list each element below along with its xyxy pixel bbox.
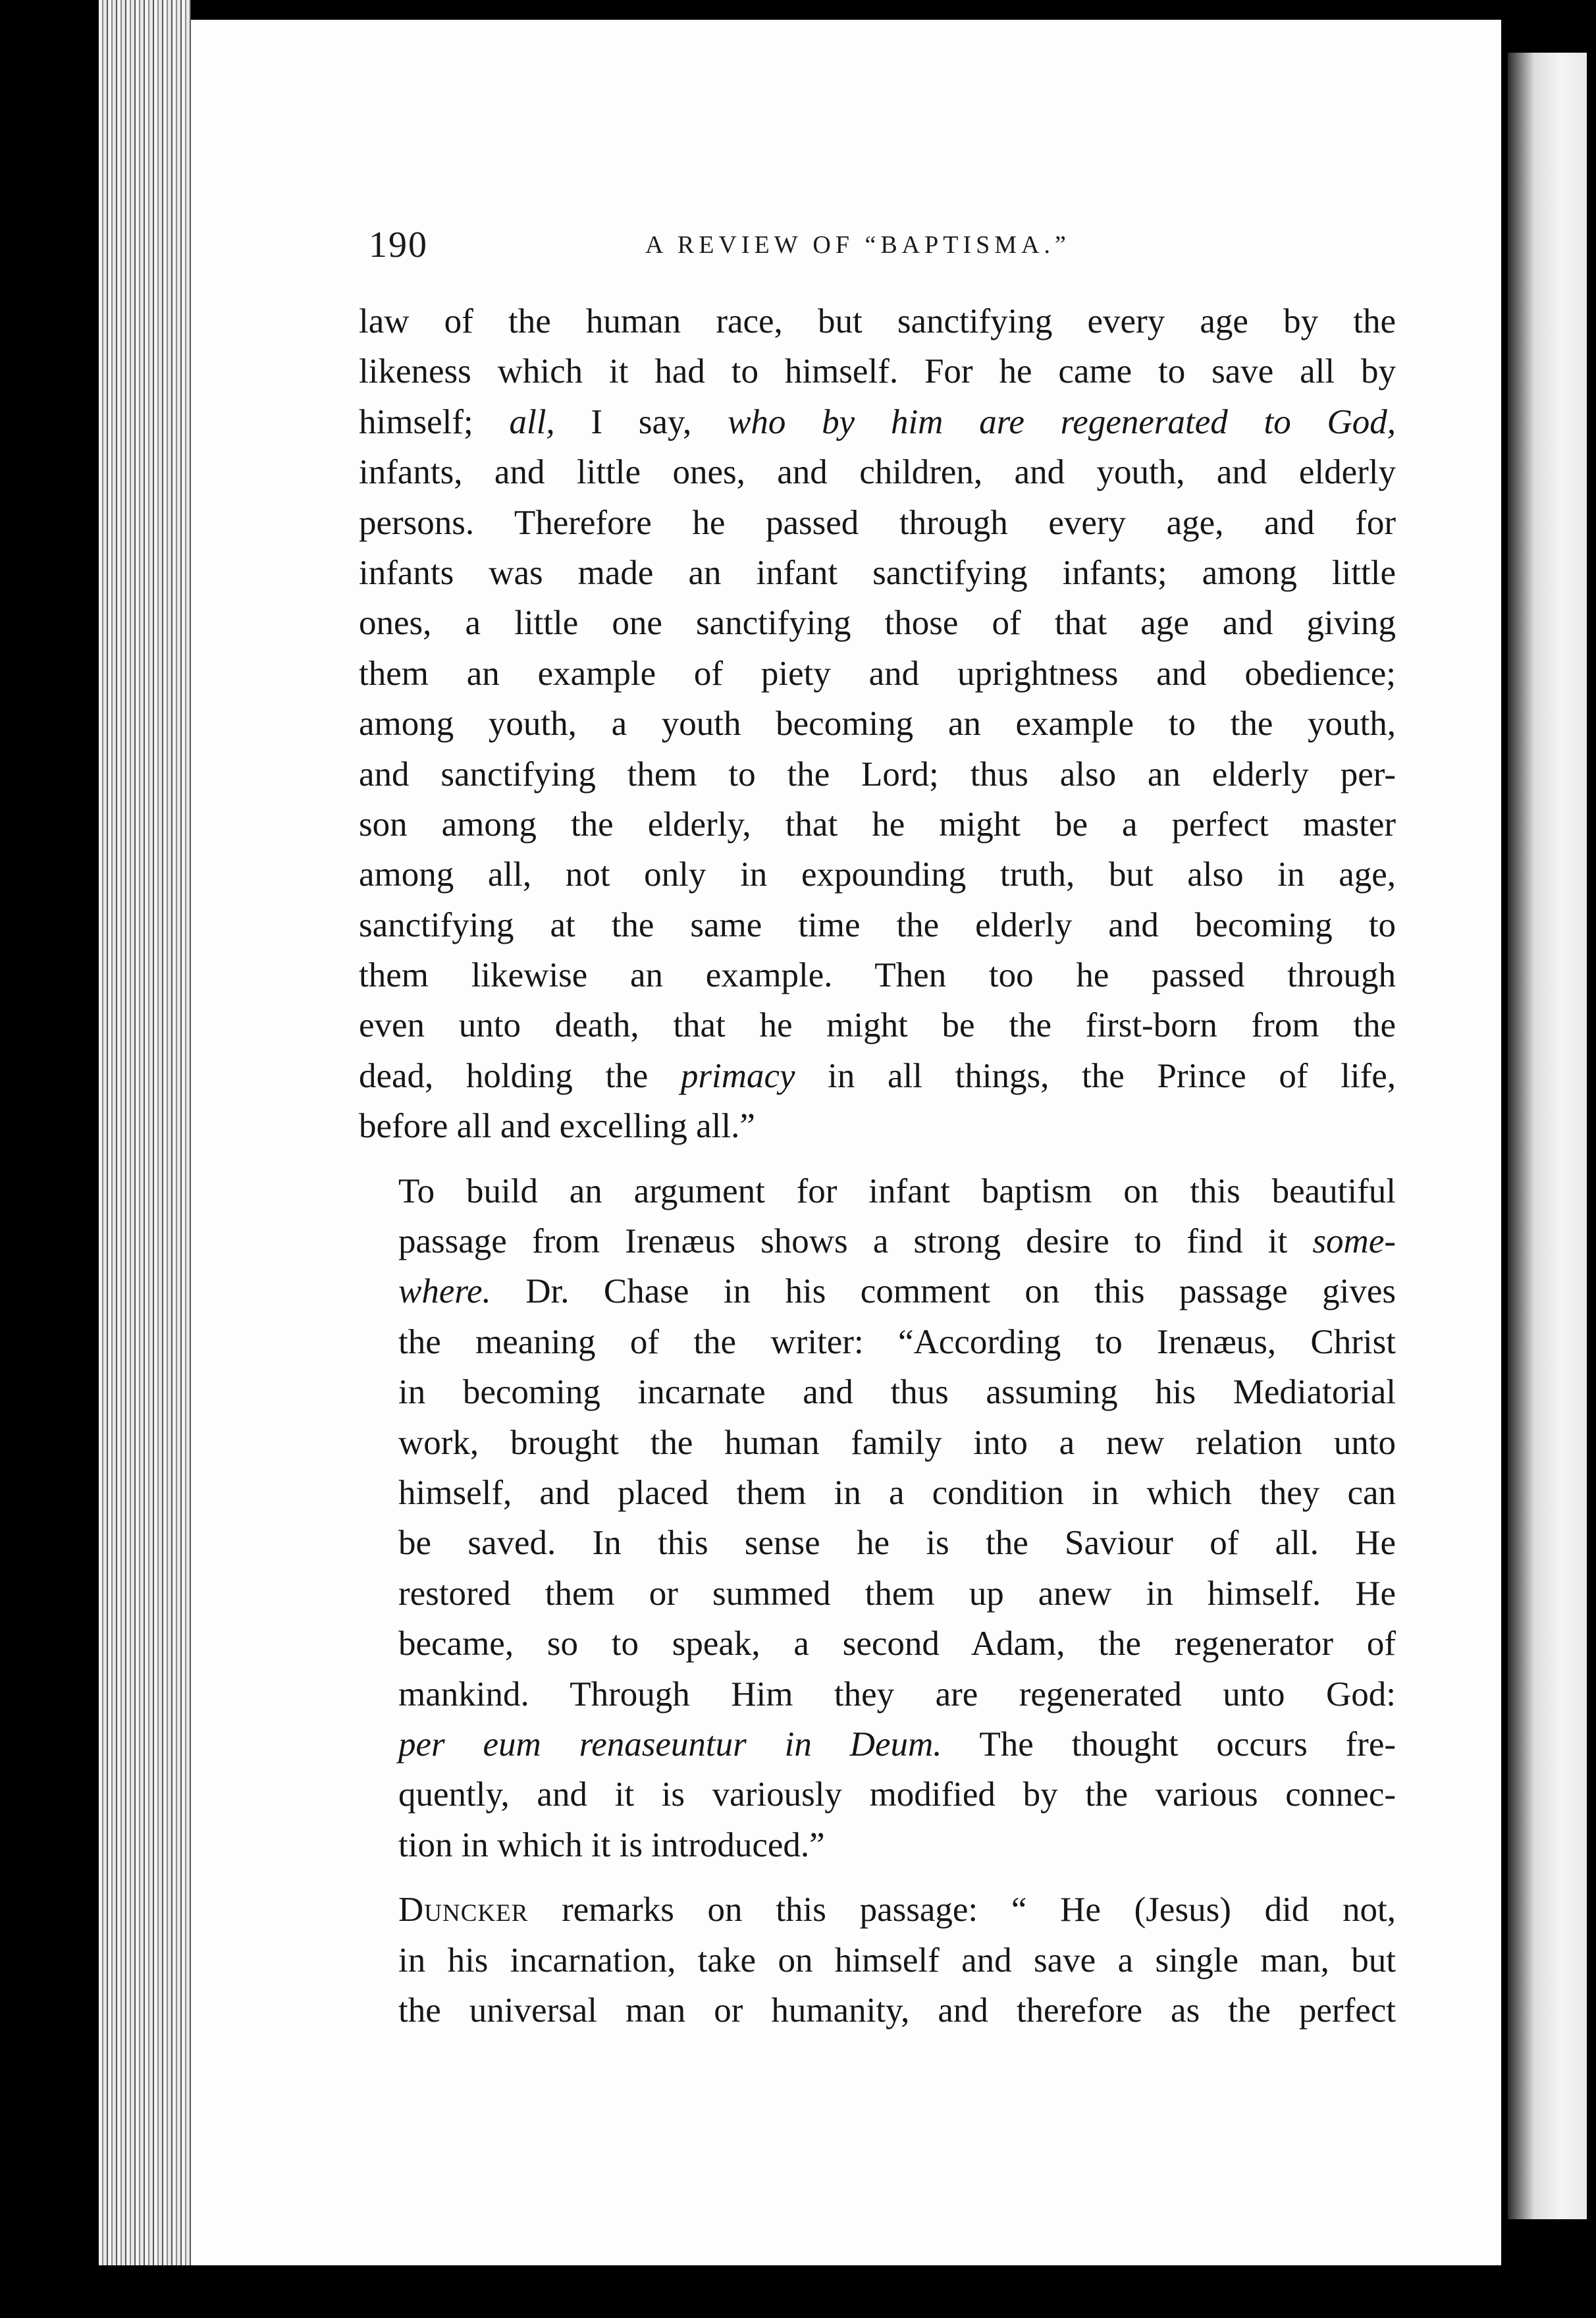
text-line: be saved. In this sense he is the Saviour of all. He <box>398 1524 1396 1563</box>
text-line: them likewise an example. Then too he passed through <box>359 956 1396 995</box>
text-line: the meaning of the writer: “According to Irenæus, Christ <box>398 1322 1396 1361</box>
text-line: likeness which it had to himself. For he came to save all by <box>359 352 1396 391</box>
text-line: quently, and it is variously modified by the various connec- <box>398 1775 1396 1814</box>
text-line <box>359 1266 1396 1316</box>
text-line: even unto death, that he might be the first-born from the <box>359 1006 1396 1045</box>
text-line <box>359 397 1396 447</box>
text-line: persons. Therefore he passed through every age, and for <box>359 503 1396 542</box>
italic-run: who by him are regenerated to God, <box>728 402 1396 441</box>
text-run: himself; <box>359 402 510 441</box>
text-line: became, so to speak, a second Adam, the regenerator of <box>398 1625 1396 1663</box>
text-line: infants, and little ones, and children, and youth, and elderly <box>359 453 1396 492</box>
author-name: Duncker <box>398 1891 529 1929</box>
italic-run: all, <box>509 402 555 441</box>
text-line: To build an argument for infant baptism on this beautiful <box>398 1172 1396 1210</box>
text-line: tion in which it is introduced.” <box>398 1825 825 1864</box>
text-line <box>359 1719 1396 1769</box>
paragraph-3 <box>359 1885 1396 2035</box>
page-edge-stack <box>99 0 191 2265</box>
text-run: in all things, the Prince of life, <box>795 1056 1396 1095</box>
text-line: among all, not only in expounding truth, but also in age, <box>359 855 1396 894</box>
italic-run: where. <box>398 1272 491 1311</box>
paragraph-1 <box>359 296 1396 1152</box>
text-line <box>359 1216 1396 1266</box>
text-line: mankind. Through Him they are regenerated unto God: <box>398 1675 1396 1713</box>
italic-run: primacy <box>680 1056 795 1095</box>
text-line: work, brought the human family into a new relation unto <box>398 1423 1396 1462</box>
text-run: I say, <box>554 402 728 441</box>
text-line: and sanctifying them to the Lord; thus also an elderly per- <box>359 755 1396 794</box>
page-header <box>369 224 1396 277</box>
text-run: remarks on this passage: “ He (Jesus) did not, <box>528 1891 1396 1929</box>
italic-run: per eum renaseuntur in Deum. <box>398 1725 942 1764</box>
text-line <box>359 1051 1396 1101</box>
text-line <box>359 1885 1396 1935</box>
text-run: dead, holding the <box>359 1056 681 1095</box>
text-run: The thought occurs fre- <box>942 1725 1396 1764</box>
text-line: sanctifying at the same time the elderly and becoming to <box>359 905 1396 944</box>
text-line: son among the elderly, that he might be a perfect master <box>359 805 1396 844</box>
text-line: the universal man or humanity, and therefore as the perfect <box>398 1991 1396 2030</box>
text-line: in his incarnation, take on himself and save a single man, but <box>398 1941 1396 1980</box>
text-line: in becoming incarnate and thus assuming his Mediatorial <box>398 1373 1396 1412</box>
body-text <box>359 296 1396 2035</box>
text-line: ones, a little one sanctifying those of that age and giving <box>359 604 1396 643</box>
italic-run: some- <box>1312 1222 1396 1261</box>
facing-page-edge <box>1508 53 1587 2219</box>
text-line: himself, and placed them in a condition in which they can <box>398 1473 1396 1512</box>
paragraph-2 <box>359 1166 1396 1870</box>
text-line: infants was made an infant sanctifying infants; among little <box>359 553 1396 592</box>
text-run: Dr. Chase in his comment on this passage gives <box>491 1272 1396 1311</box>
text-line: before all and excelling all.” <box>359 1107 755 1146</box>
text-line: restored them or summed them up anew in himself. He <box>398 1574 1396 1613</box>
text-run: passage from Irenæus shows a strong desire to find it <box>398 1222 1313 1261</box>
running-head: A REVIEW OF “BAPTISMA.” <box>645 231 1071 259</box>
text-line: law of the human race, but sanctifying every age by the <box>359 302 1396 340</box>
text-line: them an example of piety and uprightness and obedience; <box>359 654 1396 693</box>
page-number: 190 <box>369 225 428 265</box>
text-line: among youth, a youth becoming an example to the youth, <box>359 705 1396 743</box>
